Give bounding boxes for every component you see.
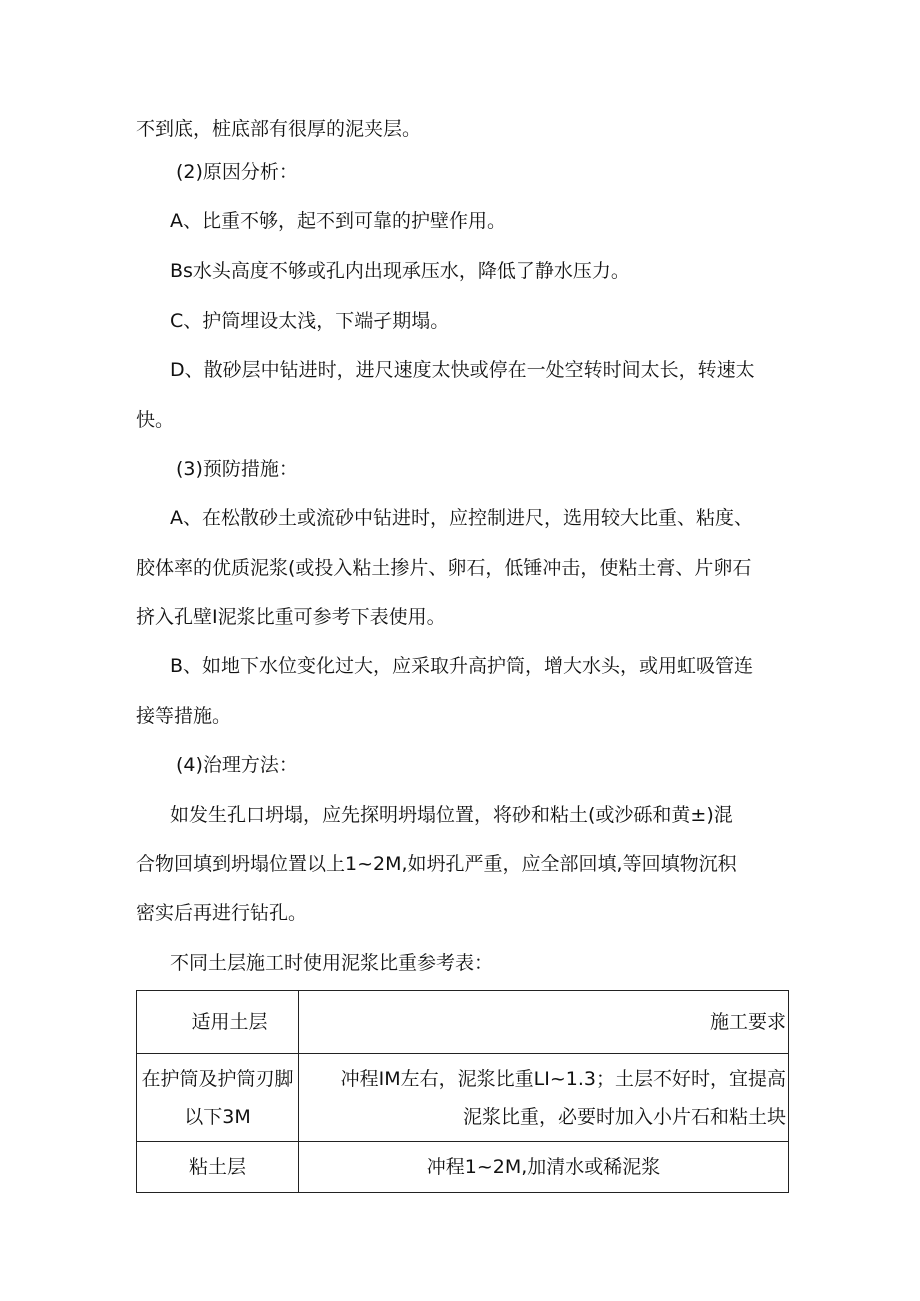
paragraph-line: 接等措施。 (136, 705, 232, 727)
table-row (137, 1142, 789, 1193)
paragraph-line: A、比重不够，起不到可靠的护壁作用。 (170, 210, 506, 232)
cell-text: 冲程IM左右，泥浆比重LI~1.3；土层不好时，宜提高 (340, 1067, 786, 1090)
section-heading-treatment: (4)治理方法： (176, 754, 298, 776)
paragraph-line: 密实后再进行钻孔。 (136, 902, 308, 924)
table-cell (299, 1142, 789, 1193)
paragraph-line: 如发生孔口坍塌，应先探明坍塌位置，将砂和粘土(或沙砾和黄±)混 (170, 804, 733, 826)
paragraph-line: 不到底，桩底部有很厚的泥夹层。 (136, 118, 422, 140)
table-header-row (137, 991, 789, 1054)
paragraph-line: D、散砂层中钻进时，进尺速度太快或停在一处空转时间太长，转速太 (170, 359, 755, 381)
section-heading-cause: (2)原因分析： (176, 161, 298, 183)
paragraph-line: C、护筒埋设太浅，下端孑期塌。 (170, 310, 450, 332)
paragraph-line: A、在松散砂土或流砂中钻进时，应控制进尺，选用较大比重、粘度、 (170, 507, 753, 529)
section-heading-prevention: (3)预防措施： (176, 458, 298, 480)
table-cell (299, 1054, 789, 1142)
paragraph-line: 快。 (136, 409, 175, 431)
header-construction-requirement: 施工要求 (709, 1011, 786, 1033)
paragraph-line: 合物回填到坍塌位置以上1~2M,如坍孔严重，应全部回填,等回填物沉积 (136, 853, 737, 875)
cell-text: 冲程1~2M,加清水或稀泥浆 (426, 1156, 661, 1178)
mud-density-table (136, 990, 789, 1193)
cell-text: 粘土层 (188, 1156, 246, 1178)
paragraph-line: B、如地下水位变化过大，应采取升高护筒，增大水头，或用虹吸管连 (170, 655, 754, 677)
table-row (137, 1054, 789, 1142)
table-cell (137, 1142, 299, 1193)
paragraph-line: Bs水头高度不够或孔内出现承压水，降低了静水压力。 (170, 260, 630, 282)
cell-text: 泥浆比重，必要时加入小片石和粘土块 (462, 1105, 786, 1128)
cell-text: 以下3M (184, 1105, 251, 1128)
header-soil-layer: 适用土层 (191, 1011, 268, 1033)
table-header-cell (137, 991, 299, 1054)
cell-text: 在护筒及护筒刃脚 (141, 1067, 294, 1090)
table-caption: 不同土层施工时使用泥浆比重参考表： (170, 952, 494, 974)
table-header-cell (299, 991, 789, 1054)
paragraph-line: 挤入孔壁I泥浆比重可参考下表使用。 (136, 606, 446, 628)
table-cell (137, 1054, 299, 1142)
paragraph-line: 胶体率的优质泥浆(或投入粘土掺片、卵石，低锤冲击，使粘土膏、片卵石 (136, 557, 752, 579)
